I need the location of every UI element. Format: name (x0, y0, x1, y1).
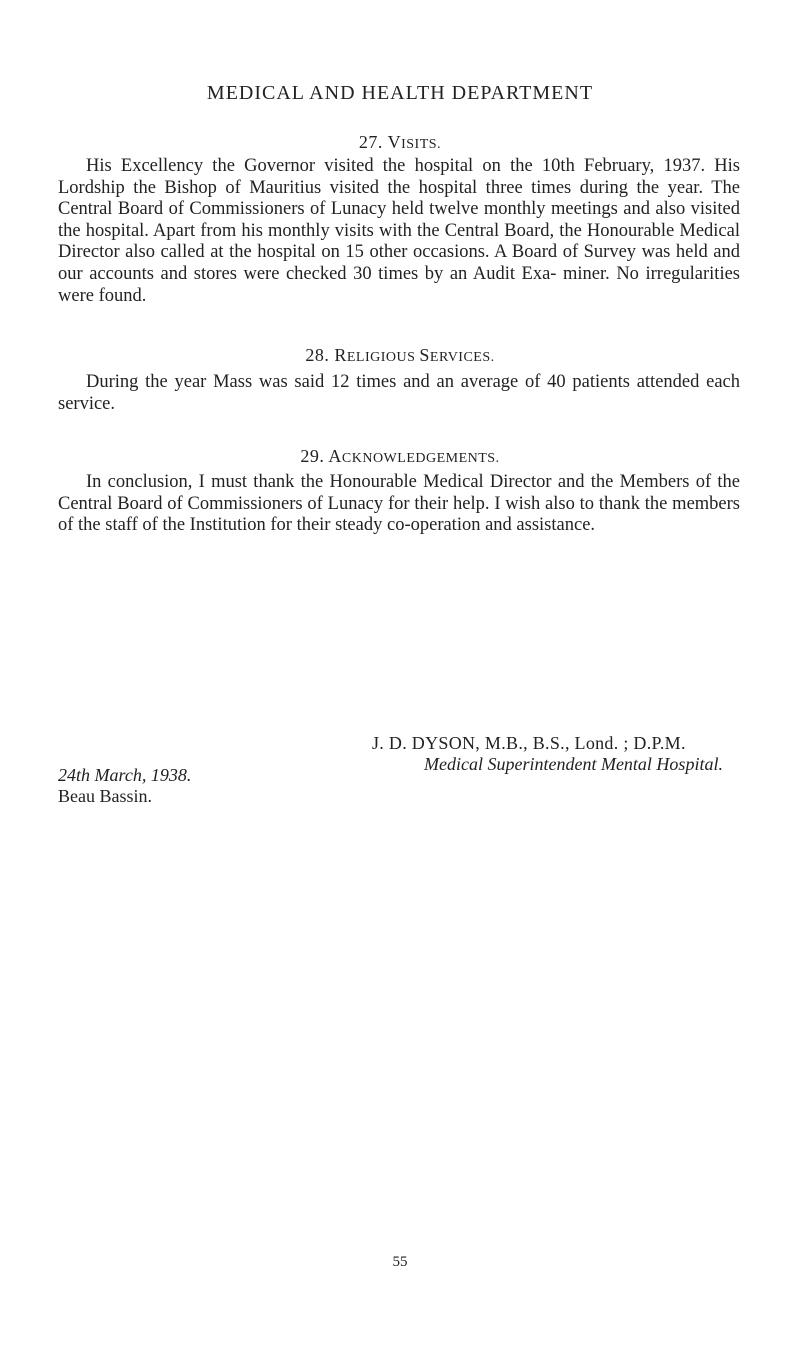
section-heading-visits (0, 132, 800, 153)
section-number: 27. (358, 132, 383, 152)
signatory-title: Medical Superintendent Mental Hospital. (424, 754, 723, 774)
paragraph-acknowledgements: In conclusion, I must thank the Honourable Medical Director and the Members of the Central Board of Commissioners of Lunacy for their help. I wish also to thank the members of the staff of the Institution for their steady co-operation and assistance. (58, 472, 740, 536)
page-number: 55 (392, 1254, 408, 1270)
signature-place: Beau Bassin. (58, 786, 152, 806)
section-heading-religious-services (0, 345, 800, 366)
paragraph-visits: His Excellency the Governor visited the hospital on the 10th February, 1937. His Lordship the Bishop of Mauritius visited the hospital three times during the year. The Central Board of Commissioners of Lunacy held twelve monthly meetings and also visited the hospital. Apart from his monthly visits with the Central Board, the Honourable Medical Director also called at the hospital on 15 other occasions. A Board of Survey was held and our accounts and stores were checked 30 times by an Audit Exa- miner. No irregularities were found. (58, 156, 740, 306)
section-title-initial: R (334, 345, 347, 365)
paragraph-religious-services: During the year Mass was said 12 times and an average of 40 patients attended each service. (58, 372, 740, 414)
section-title-rest-2: ERVICES. (429, 350, 495, 365)
running-head: MEDICAL AND HEALTH DEPARTMENT (206, 82, 594, 104)
section-title-initial: V (387, 132, 402, 152)
section-title-rest: ELIGIOUS (346, 350, 420, 365)
signature-date: 24th March, 1938. (58, 765, 192, 785)
section-number: 28. (305, 345, 330, 365)
section-number: 29. (300, 446, 325, 466)
section-title-initial-2: S (419, 345, 430, 365)
section-title-rest: CKNOWLEDGEMENTS. (341, 451, 500, 466)
section-heading-acknowledgements (0, 446, 800, 467)
section-title-rest: ISITS. (401, 137, 442, 152)
section-title-initial: A (328, 446, 342, 466)
signatory-name: J. D. DYSON, M.B., B.S., Lond. ; D.P.M. (372, 733, 686, 753)
